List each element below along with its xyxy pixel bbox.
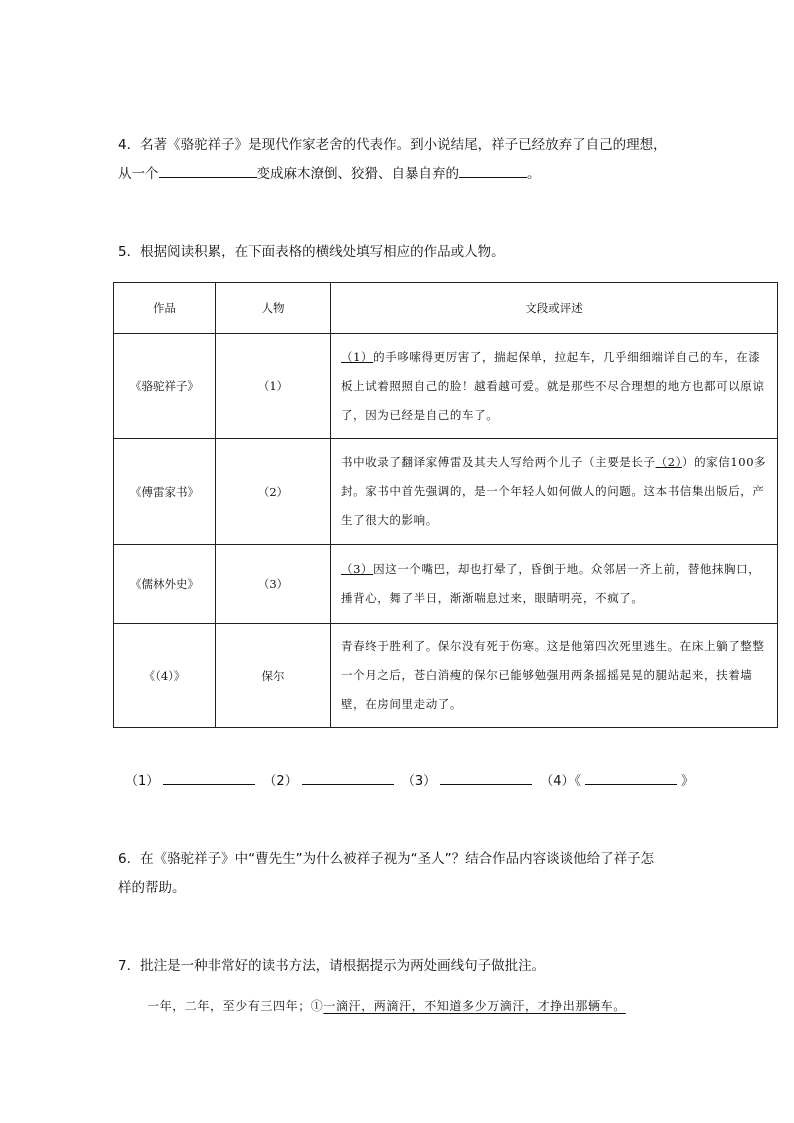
answer-blank-4b[interactable] xyxy=(459,163,527,178)
row-2-person: （2） xyxy=(216,439,331,545)
answer-blank-5-4[interactable] xyxy=(585,770,677,785)
answer-blank-5-2[interactable] xyxy=(302,770,394,785)
row-2-pre: 书中收录了翻译家傅雷及其夫人写给两个儿子（主要是长子 xyxy=(341,455,656,469)
header-text: 文段或评述 xyxy=(331,283,778,334)
question-4-text-b: 变成麻木潦倒、狡猾、自暴自弃的 xyxy=(256,166,459,182)
question-7-passage xyxy=(147,997,626,1014)
literature-table xyxy=(113,282,778,728)
question-4 xyxy=(118,131,698,189)
question-6-line1: 6．在《骆驼祥子》中“曹先生”为什么被祥子视为“圣人”？结合作品内容谈谈他给了祥子怎 xyxy=(118,851,655,867)
question-4-text-c: 。 xyxy=(527,166,541,182)
answer-blank-5-3[interactable] xyxy=(440,770,532,785)
question-5-prompt: 5．根据阅读积累，在下面表格的横线处填写相应的作品或人物。 xyxy=(118,244,505,260)
row-3-work: 《儒林外史》 xyxy=(114,545,216,624)
row-1-person: （1） xyxy=(216,334,331,439)
row-2-text xyxy=(331,439,778,545)
row-1-text xyxy=(331,334,778,439)
question-6-line2: 样的帮助。 xyxy=(118,880,186,896)
row-1-marker: （1） xyxy=(341,349,374,364)
row-1-work: 《骆驼祥子》 xyxy=(114,334,216,439)
row-1-body: 的手哆嗦得更厉害了，揣起保单，拉起车，几乎细细端详自己的车，在漆板上试着照照自己的脸！越看越可爱。就是那些不尽合理想的地方也都可以原谅了，因为已经是自己的车了。 xyxy=(341,349,765,422)
table-row xyxy=(114,439,778,545)
header-work: 作品 xyxy=(114,283,216,334)
row-2-body: ）的家信100多封。家书中首先强调的，是一个年轻人如何做人的问题。这本书信集出版后，产生了很大的影响。 xyxy=(341,455,767,527)
answer-label-1: （1） xyxy=(125,774,160,789)
question-7-prompt: 7．批注是一种非常好的读书方法，请根据提示为两处画线句子做批注。 xyxy=(118,958,546,974)
row-2-marker: （2） xyxy=(655,455,682,469)
table-row xyxy=(114,334,778,439)
passage-underlined: 一滴汗，两滴汗，不知道多少万滴汗，才挣出那辆车。 xyxy=(323,999,626,1013)
row-3-text xyxy=(331,545,778,624)
answer-label-3: （3） xyxy=(401,774,437,789)
row-3-body: 因这一个嘴巴，却也打晕了，昏倒于地。众邻居一齐上前，替他抹胸口，捶背心，舞了半日，渐渐喘息过来，眼睛明亮，不疯了。 xyxy=(341,562,761,605)
table-row xyxy=(114,624,778,728)
row-4-work: 《（4）》 xyxy=(114,624,216,728)
question-5-answers xyxy=(125,770,694,793)
question-4-text-a: 从一个 xyxy=(118,166,159,182)
answer-label-2: （2） xyxy=(263,774,298,789)
row-2-work: 《傅雷家书》 xyxy=(114,439,216,545)
passage-plain: 一年，二年，至少有三四年；① xyxy=(147,999,324,1013)
question-4-line2 xyxy=(118,160,698,189)
answer-blank-5-1[interactable] xyxy=(163,770,255,785)
answer-label-4-close: 》 xyxy=(681,774,695,789)
row-3-marker: （3） xyxy=(341,562,374,576)
header-person: 人物 xyxy=(216,283,331,334)
answer-label-4: （4）《 xyxy=(540,774,582,789)
row-3-person: （3） xyxy=(216,545,331,624)
row-4-text: 青春终于胜利了。保尔没有死于伤寒。这是他第四次死里逃生。在床上躺了整整一个月之后，苍白消瘦的保尔已能够勉强用两条摇摇晃晃的腿站起来，扶着墙壁，在房间里走动了。 xyxy=(331,624,778,728)
table-row xyxy=(114,545,778,624)
row-4-person: 保尔 xyxy=(216,624,331,728)
question-4-line1: 4．名著《骆驼祥子》是现代作家老舍的代表作。到小说结尾，祥子已经放弃了自己的理想， xyxy=(118,137,667,153)
question-6 xyxy=(118,845,698,903)
table-header-row xyxy=(114,283,778,334)
answer-blank-4a[interactable] xyxy=(159,163,257,178)
